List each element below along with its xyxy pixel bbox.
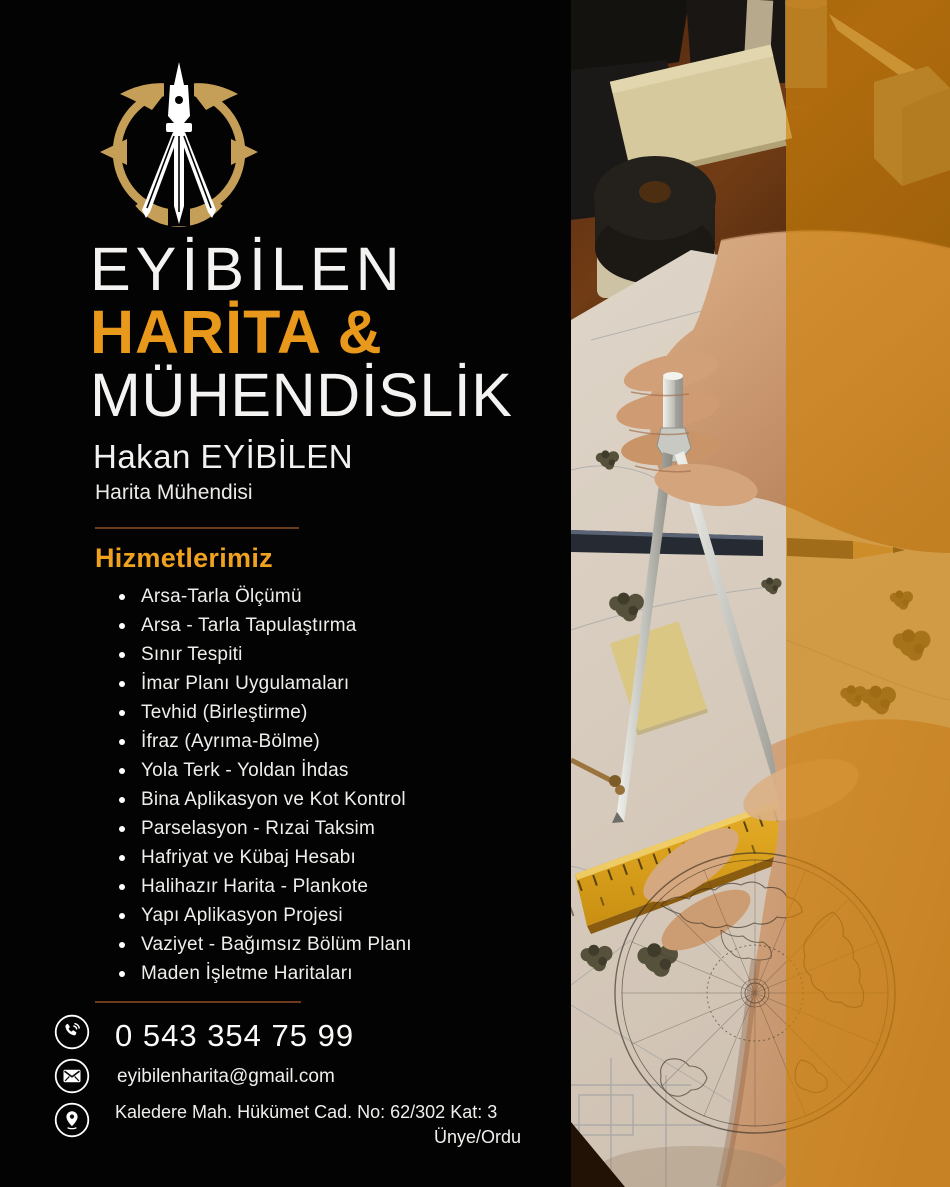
service-item [95, 756, 555, 785]
bullet-dot-icon [119, 826, 125, 832]
service-label: İmar Planı Uygulamaları [141, 672, 350, 694]
service-label: Arsa-Tarla Ölçümü [141, 585, 302, 607]
service-label: Halihazır Harita - Plankote [141, 875, 369, 897]
bullet-dot-icon [119, 739, 125, 745]
service-item [95, 727, 555, 756]
divider-top [95, 527, 299, 529]
person-title: Harita Mühendisi [95, 481, 253, 504]
surveying-tripod-compass-logo [86, 60, 272, 232]
address-line-1: Kaledere Mah. Hükümet Cad. No: 62/302 Kat: 3 [115, 1102, 498, 1122]
bullet-dot-icon [119, 710, 125, 716]
service-label: Tevhid (Birleştirme) [141, 701, 308, 723]
service-item [95, 959, 555, 988]
brand-title [90, 235, 513, 429]
service-label: Bina Aplikasyon ve Kot Kontrol [141, 788, 406, 810]
bullet-dot-icon [119, 913, 125, 919]
bullet-dot-icon [119, 855, 125, 861]
service-label: Yapı Aplikasyon Projesi [141, 904, 343, 926]
service-item [95, 843, 555, 872]
bullet-dot-icon [119, 971, 125, 977]
location-pin-icon [54, 1102, 90, 1138]
amber-overlay-shade [786, 0, 950, 1187]
service-item [95, 640, 555, 669]
address-block [115, 1100, 521, 1150]
service-label: Arsa - Tarla Tapulaştırma [141, 614, 357, 636]
service-label: İfraz (Ayrıma-Bölme) [141, 730, 320, 752]
service-item [95, 611, 555, 640]
service-label: Yola Terk - Yoldan İhdas [141, 759, 349, 781]
services-list [95, 582, 555, 988]
service-item [95, 901, 555, 930]
company-logo [86, 60, 272, 232]
bullet-dot-icon [119, 681, 125, 687]
service-item [95, 698, 555, 727]
service-item [95, 582, 555, 611]
person-name: Hakan EYİBİLEN [93, 438, 354, 475]
bullet-dot-icon [119, 652, 125, 658]
services-section [95, 543, 555, 988]
service-label: Vaziyet - Bağımsız Bölüm Planı [141, 933, 412, 955]
service-label: Hafriyat ve Kübaj Hesabı [141, 846, 356, 868]
photo-illustration [571, 0, 950, 1187]
brand-line-1: EYİBİLEN [90, 235, 405, 303]
bullet-dot-icon [119, 768, 125, 774]
bullet-dot-icon [119, 942, 125, 948]
bullet-dot-icon [119, 797, 125, 803]
services-heading: Hizmetlerimiz [95, 543, 273, 573]
service-item [95, 930, 555, 959]
divider-bottom [95, 1001, 301, 1003]
brand-line-3: MÜHENDİSLİK [90, 361, 513, 429]
service-label: Sınır Tespiti [141, 643, 243, 665]
service-label: Parselasyon - Rızai Taksim [141, 817, 375, 839]
phone-number: 0 543 354 75 99 [115, 1018, 355, 1053]
email-address: eyibilenharita@gmail.com [117, 1066, 335, 1087]
service-item [95, 669, 555, 698]
bullet-dot-icon [119, 623, 125, 629]
bullet-dot-icon [119, 594, 125, 600]
service-item [95, 814, 555, 843]
brand-line-2: HARİTA & [90, 298, 383, 366]
bullet-dot-icon [119, 884, 125, 890]
service-item [95, 785, 555, 814]
phone-icon [54, 1014, 90, 1050]
surveying-photo [571, 0, 950, 1187]
service-label: Maden İşletme Haritaları [141, 962, 353, 984]
service-item [95, 872, 555, 901]
envelope-icon [54, 1058, 90, 1094]
address-line-2: Ünye/Ordu [433, 1127, 521, 1147]
